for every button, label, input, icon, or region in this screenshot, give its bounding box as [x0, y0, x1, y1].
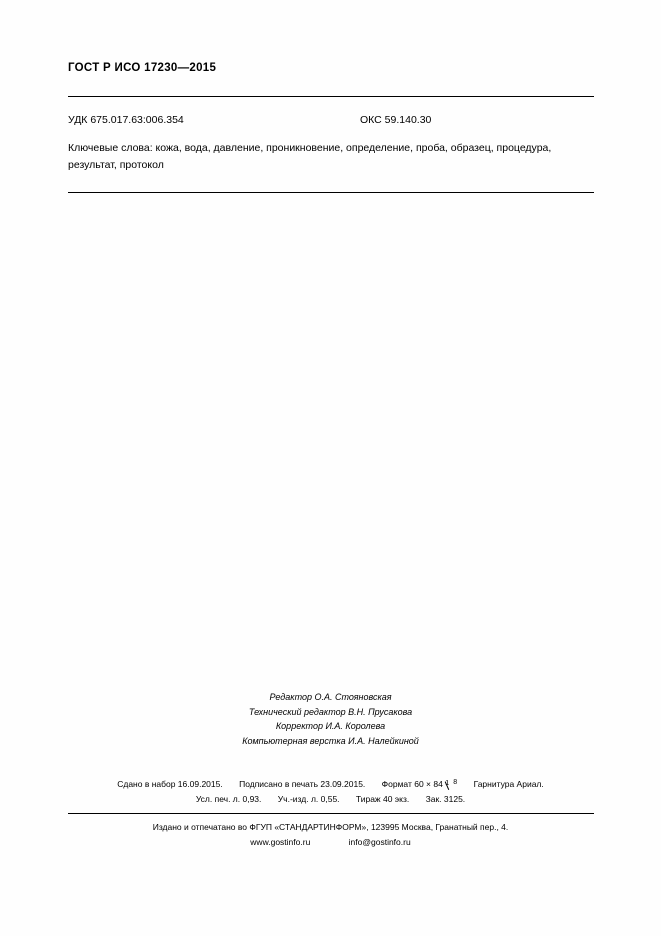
publisher-line: Издано и отпечатано во ФГУП «СТАНДАРТИНФОРМ», 123995 Москва, Гранатный пер., 4.	[152, 822, 509, 832]
page-header-title: ГОСТ Р ИСО 17230—2015	[68, 62, 217, 74]
paper-format	[382, 777, 458, 792]
publisher-block	[0, 820, 661, 850]
oks-code: ОКС 59.140.30	[360, 114, 432, 126]
colophon-divider	[68, 813, 594, 814]
credit-layout: Компьютерная верстка И.А. Налейкиной	[242, 735, 419, 746]
format-fraction	[445, 778, 457, 789]
paper-format-label: Формат 60 × 84	[381, 779, 443, 789]
accounting-sheets: Уч.-изд. л. 0,55.	[277, 794, 340, 804]
format-denominator: 8	[453, 779, 458, 786]
circulation: Тираж 40 экз.	[355, 794, 410, 804]
print-info-line-2	[0, 792, 661, 807]
publisher-website[interactable]: www.gostinfo.ru	[250, 837, 311, 847]
publisher-email[interactable]: info@gostinfo.ru	[348, 837, 411, 847]
header-divider	[68, 96, 594, 97]
keywords-line-2: результат, протокол	[68, 159, 164, 171]
signed-date: Подписано в печать 23.09.2015.	[239, 779, 366, 789]
body-divider	[68, 192, 594, 193]
publisher-links	[0, 835, 661, 850]
credits-block	[0, 690, 661, 748]
format-numerator: 1	[445, 780, 450, 787]
credit-corrector: Корректор И.А. Королева	[275, 721, 386, 731]
credit-technical-editor: Технический редактор В.Н. Прусакова	[248, 706, 413, 717]
conditional-sheets: Усл. печ. л. 0,93.	[195, 794, 262, 804]
udk-code: УДК 675.017.63:006.354	[68, 114, 184, 126]
order-number: Зак. 3125.	[425, 794, 466, 804]
print-info-block	[0, 777, 661, 807]
print-info-line-1	[0, 777, 661, 792]
keywords-line-1: Ключевые слова: кожа, вода, давление, проникновение, определение, проба, образец, процедура,	[68, 142, 552, 154]
keywords-block	[68, 140, 595, 174]
credit-editor: Редактор О.А. Стояновская	[269, 692, 392, 702]
typeset-date: Сдано в набор 16.09.2015.	[117, 779, 223, 789]
typeface: Гарнитура Ариал.	[473, 779, 544, 789]
